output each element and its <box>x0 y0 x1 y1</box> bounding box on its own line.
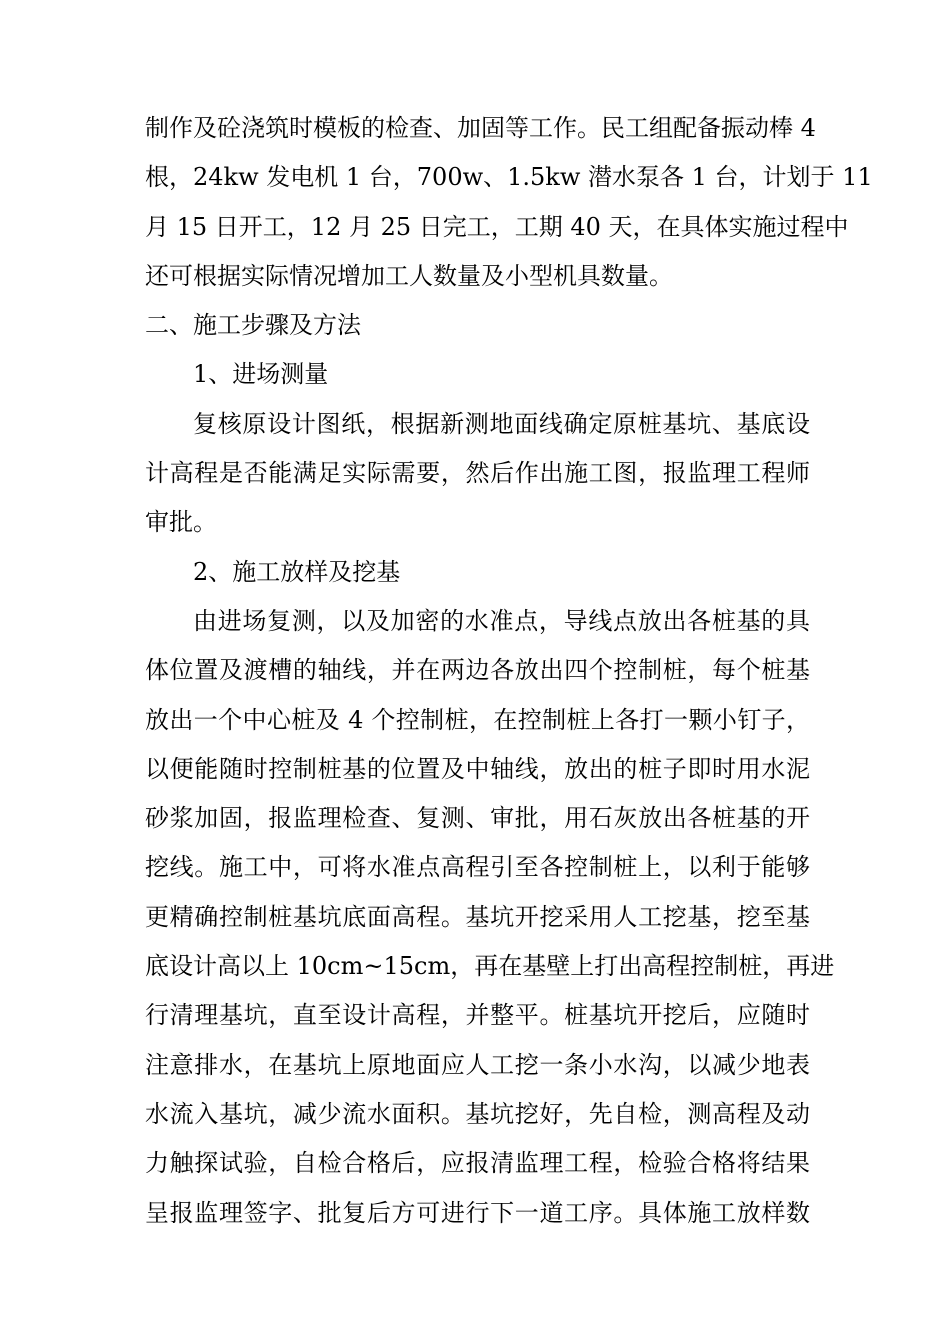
text-line: 计高程是否能满足实际需要，然后作出施工图，报监理工程师 <box>145 459 810 488</box>
text-line: 还可根据实际情况增加工人数量及小型机具数量。 <box>145 261 673 290</box>
text-line: 注意排水，在基坑上原地面应人工挖一条小水沟，以减少地表 <box>145 1050 810 1079</box>
text-line: 复核原设计图纸，根据新测地面线确定原桩基坑、基底设 <box>193 409 810 438</box>
text-line: 体位置及渡槽的轴线，并在两边各放出四个控制桩，每个桩基 <box>145 656 810 685</box>
text-line: 更精确控制桩基坑底面高程。基坑开挖采用人工挖基，挖至基 <box>145 902 810 931</box>
text-line: 砂浆加固，报监理检查、复测、审批，用石灰放出各桩基的开 <box>145 804 810 833</box>
text-line: 挖线。施工中，可将水准点高程引至各控制桩上，以利于能够 <box>145 853 810 882</box>
text-line: 以便能随时控制桩基的位置及中轴线，放出的桩子即时用水泥 <box>145 754 810 783</box>
text-line: 水流入基坑，减少流水面积。基坑挖好，先自检，测高程及动 <box>145 1099 810 1128</box>
text-line: 行清理基坑，直至设计高程，并整平。桩基坑开挖后，应随时 <box>145 1001 810 1030</box>
text-line: 二、施工步骤及方法 <box>145 311 361 340</box>
text-line: 由进场复测，以及加密的水准点，导线点放出各桩基的具 <box>193 606 810 635</box>
text-line: 审批。 <box>145 508 217 537</box>
text-line: 放出一个中心桩及 4 个控制桩，在控制桩上各打一颗小钉子， <box>145 705 810 734</box>
text-line: 制作及砼浇筑时模板的检查、加固等工作。民工组配备振动棒 4 <box>145 114 816 142</box>
text-line: 根，24kw 发电机 1 台，700w、1.5kw 潜水泵各 1 台，计划于 11 <box>145 163 873 192</box>
text-line: 底设计高以上 10cm~15cm，再在基壁上打出高程控制桩，再进 <box>145 952 835 981</box>
text-line: 力触探试验，自检合格后，应报清监理工程，检验合格将结果 <box>145 1149 810 1178</box>
text-line: 呈报监理签字、批复后方可进行下一道工序。具体施工放样数 <box>145 1198 810 1227</box>
text-line: 月 15 日开工，12 月 25 日完工，工期 40 天，在具体实施过程中 <box>145 212 849 241</box>
document-page <box>145 104 873 1238</box>
text-line: 2、施工放样及挖基 <box>193 557 401 586</box>
text-line: 1、进场测量 <box>193 360 329 389</box>
document-body <box>145 104 873 1238</box>
